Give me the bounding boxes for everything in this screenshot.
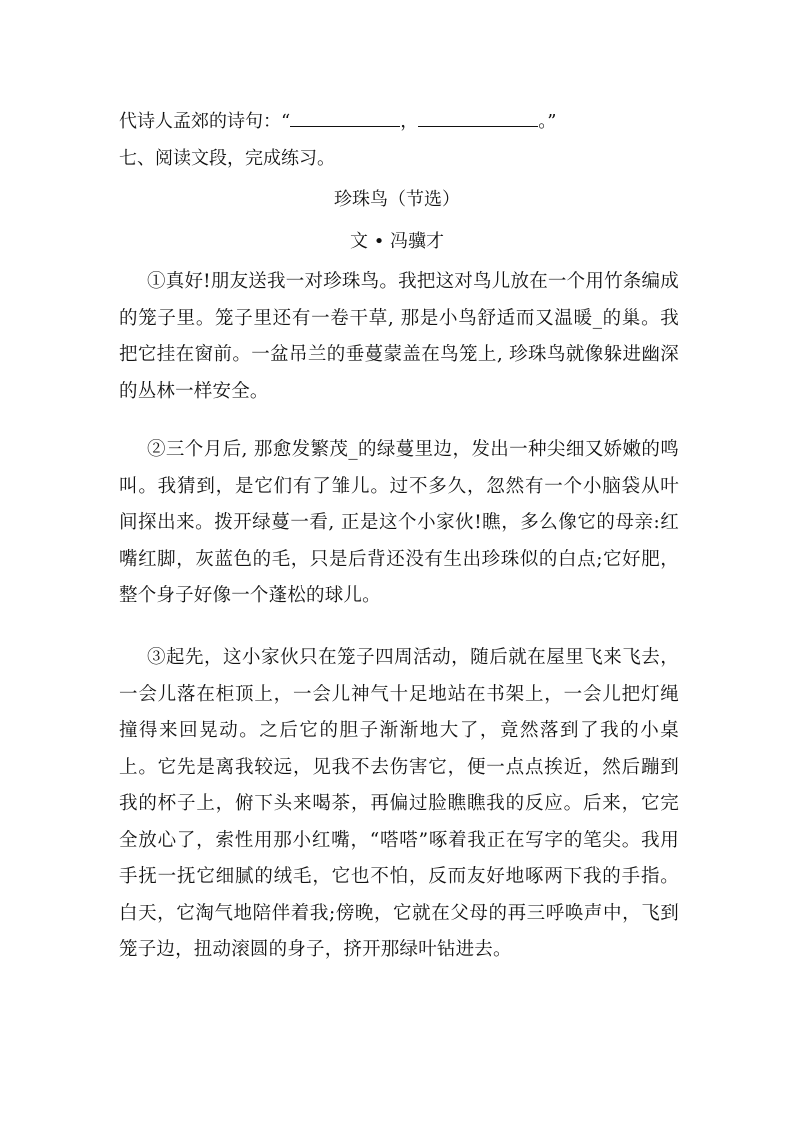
poem-line-suffix: 。” — [538, 111, 557, 132]
answer-blank-2[interactable] — [418, 108, 538, 127]
poem-line-comma: ， — [400, 111, 419, 132]
answer-blank-1[interactable] — [290, 108, 400, 127]
poem-line-prefix: 代诗人孟郊的诗句：“ — [119, 111, 291, 132]
paragraph-2: ②三个月后, 那愈发繁茂_的绿蔓里边，发出一种尖细又娇嫩的鸣叫。我猜到，是它们有了雏儿。过不多久，忽然有一个小脑袋从叶间探出来。拨开绿蔓一看, 正是这个小家伙!瞧，多么像它的母亲:红嘴红脚，灰蓝色的毛，只是后背还没有生出珍珠似的白点;它好肥，整个身子好像一个蓬松的球儿。 — [119, 439, 679, 606]
paragraph-3: ③起先，这小家伙只在笼子四周活动，随后就在屋里飞来飞去，一会儿落在柜顶上，一会儿神气十足地站在书架上，一会儿把灯绳撞得来回晃动。之后它的胆子渐渐地大了，竟然落到了我的小桌上。它先是离我较远，见我不去伤害它，便一点点挨近，然后蹦到我的杯子上，俯下头来喝茶，再偏过脸瞧瞧我的反应。后来，它完全放心了，索性用那小红嘴，“嗒嗒”啄着我正在写字的笔尖。我用手抚一抚它细腻的绒毛，它也不怕，反而友好地啄两下我的手指。白天，它淘气地陪伴着我;傍晚，它就在父母的再三呼唤声中，飞到笼子边，扭动滚圆的身子，挤开那绿叶钻进去。 — [119, 647, 679, 960]
section-heading: 七、阅读文段，完成练习。 — [119, 148, 335, 169]
poem-fill-blank-line — [119, 108, 556, 134]
article-title: 珍珠鸟（节选） — [334, 189, 460, 210]
article-author: 文 • 冯骥才 — [349, 231, 445, 252]
paragraph-1: ①真好!朋友送我一对珍珠鸟。我把这对鸟儿放在一个用竹条编成的笼子里。笼子里还有一卷干草, 那是小鸟舒适而又温暖_的巢。我把它挂在窗前。一盆吊兰的垂蔓蒙盖在鸟笼上, 珍珠鸟就像躲进幽深的丛林一样安全。 — [119, 271, 679, 402]
